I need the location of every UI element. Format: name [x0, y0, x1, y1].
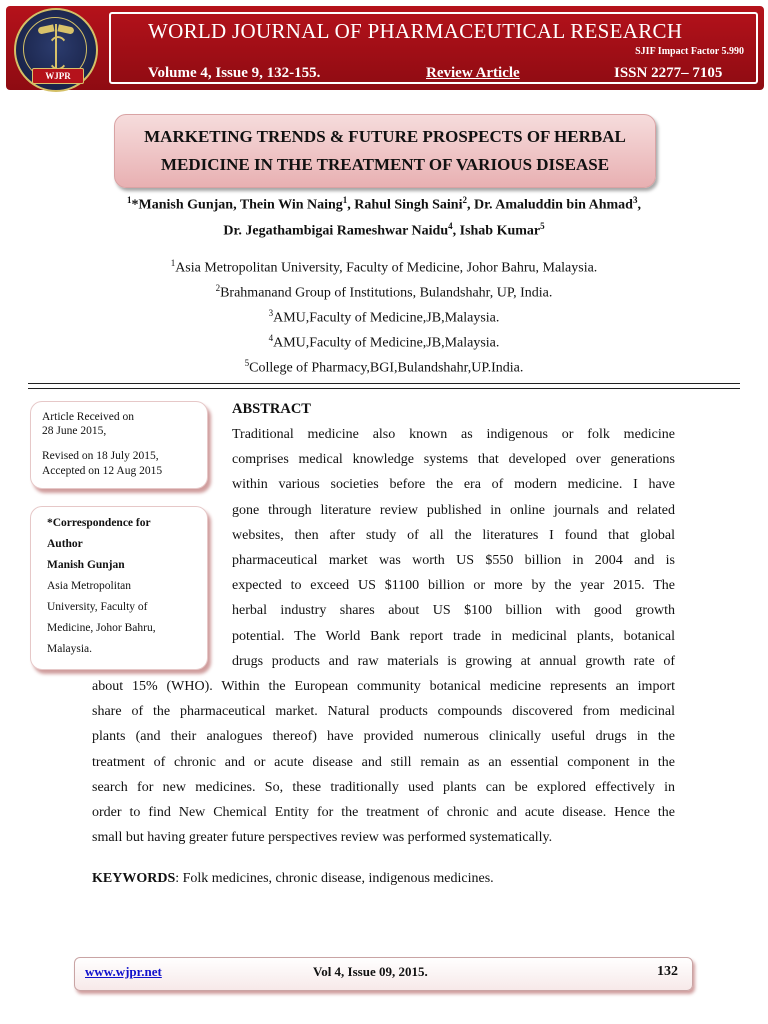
author-superscript: 1	[127, 195, 132, 205]
journal-header-banner	[6, 6, 764, 90]
correspondence-box	[30, 506, 208, 670]
divider	[28, 388, 740, 389]
page-number: 132	[657, 964, 678, 979]
affiliation	[40, 308, 728, 327]
author-name: , Rahul Singh Saini	[347, 197, 463, 213]
abstract-line: pharmaceutical market was worth US $550 billion in 2004 and is	[232, 553, 675, 569]
affiliation-superscript: 2	[215, 283, 221, 293]
abstract-line: search for new medicines. So, these traditionally used plants can be explored effectively in	[92, 779, 675, 795]
page-footer	[74, 957, 693, 991]
received-date: 28 June 2015,	[42, 425, 107, 437]
correspondence-address: Medicine, Johor Bahru,	[47, 622, 156, 634]
abstract-line: about 15% (WHO). Within the European community botanical medicine represents an import	[92, 679, 675, 694]
author-list-line-1	[40, 195, 728, 214]
author-name: Thein Win Naing	[239, 197, 343, 213]
affiliation	[40, 333, 728, 352]
keywords-text: : Folk medicines, chronic disease, indigenous medicines.	[175, 871, 494, 886]
affiliation-text: Brahmanand Group of Institutions, Bulandshahr, UP, India.	[220, 285, 553, 301]
article-title-line-1: MARKETING TRENDS & FUTURE PROSPECTS OF HERBAL	[144, 127, 626, 146]
abstract-line: within various societies before the era of modern medicine. I have	[232, 477, 675, 493]
author-name: , Dr. Amaluddin bin Ahmad	[466, 197, 633, 213]
abstract-line: comprises medical knowledge systems that developed over generations	[232, 452, 675, 468]
article-type: Review Article	[426, 65, 520, 81]
abstract-line: drugs products and raw materials is growing at annual growth rate of	[232, 653, 675, 669]
revised-date: Revised on 18 July 2015,	[42, 450, 159, 462]
author-superscript: 4	[448, 221, 453, 231]
correspondence-address: Asia Metropolitan	[47, 580, 131, 592]
affiliation	[40, 358, 728, 377]
author-list-line-2	[40, 221, 728, 240]
affiliation-superscript: 5	[244, 358, 250, 368]
abstract-line: Traditional medicine also known as indigenous or folk medicine	[232, 427, 675, 442]
journal-logo	[14, 8, 98, 92]
affiliation-text: College of Pharmacy,BGI,Bulandshahr,UP.India.	[249, 360, 524, 376]
article-title-line-2: MEDICINE IN THE TREATMENT OF VARIOUS DISEASE	[160, 155, 610, 174]
abstract-line: potential. The World Bank report trade in medicinal plants, botanical	[232, 628, 675, 644]
abstract-line: websites, then after study of all the literatures I found that global	[232, 527, 675, 543]
accepted-date: Accepted on 12 Aug 2015	[42, 465, 163, 477]
author-name: Dr. Jegathambigai Rameshwar Naidu	[223, 223, 449, 239]
journal-website-link[interactable]: www.wjpr.net	[85, 964, 162, 979]
keywords	[92, 871, 494, 887]
abstract-line: herbal industry shares about US $100 billion with good growth	[232, 603, 675, 619]
received-label: Article Received on	[42, 411, 134, 423]
article-dates-box	[30, 401, 208, 489]
abstract-line: plants (and their analogues thereof) have provided numerous clinically useful drugs in the	[92, 729, 675, 745]
correspondence-address: Malaysia.	[47, 643, 93, 655]
abstract-narrow-block	[232, 422, 675, 674]
author-superscript: 5	[540, 221, 545, 231]
journal-title: WORLD JOURNAL OF PHARMACEUTICAL RESEARCH	[148, 19, 683, 43]
abstract-line: order to find New Chemical Entity for the treatment of chronic and acute disease. Hence the	[92, 805, 675, 821]
author-superscript: 1	[342, 195, 348, 205]
correspondence-address: University, Faculty of	[47, 601, 148, 613]
abstract-line: small but having greater future perspectives review was performed systematically.	[92, 830, 553, 846]
abstract-heading: ABSTRACT	[232, 401, 311, 417]
abstract-wide-block	[92, 674, 675, 850]
impact-factor: SJIF Impact Factor 5.990	[635, 46, 744, 57]
divider	[28, 383, 740, 384]
affiliation-text: AMU,Faculty of Medicine,JB,Malaysia.	[273, 335, 500, 351]
author-name: , Ishab Kumar	[452, 223, 541, 239]
affiliation-text: Asia Metropolitan University, Faculty of Medicine, Johor Bahru, Malaysia.	[175, 260, 598, 276]
article-title-box	[114, 114, 656, 188]
caduceus-snake-icon	[47, 36, 69, 70]
affiliation	[40, 258, 728, 277]
correspondence-label-2: Author	[47, 538, 83, 550]
affiliation	[40, 283, 728, 302]
author-name: *Manish Gunjan,	[131, 197, 240, 213]
correspondence-label: *Correspondence for	[47, 517, 151, 529]
author-separator: ,	[637, 197, 641, 213]
logo-text: WJPR	[32, 68, 84, 84]
affiliation-superscript: 3	[268, 308, 274, 318]
keywords-label: KEYWORDS	[92, 871, 176, 886]
issn: ISSN 2277– 7105	[614, 65, 723, 81]
volume-info: Volume 4, Issue 9, 132-155.	[148, 65, 321, 81]
affiliation-superscript: 4	[268, 333, 274, 343]
correspondence-name: Manish Gunjan	[47, 559, 125, 571]
affiliation-text: AMU,Faculty of Medicine,JB,Malaysia.	[273, 310, 500, 326]
abstract-line: share of the pharmaceutical market. Natural products compounds discovered from medicinal	[92, 704, 675, 720]
affiliation-superscript: 1	[170, 258, 176, 268]
author-superscript: 2	[462, 195, 467, 205]
footer-issue: Vol 4, Issue 09, 2015.	[313, 964, 428, 979]
abstract-line: gone through literature review published in online journals and related	[232, 502, 675, 518]
abstract-line: expected to exceed US $1100 billion or more by the year 2015. The	[232, 578, 675, 594]
author-superscript: 3	[632, 195, 638, 205]
abstract-line: treatment of chronic and or acute disease and still remain as an essential component in the	[92, 754, 675, 770]
